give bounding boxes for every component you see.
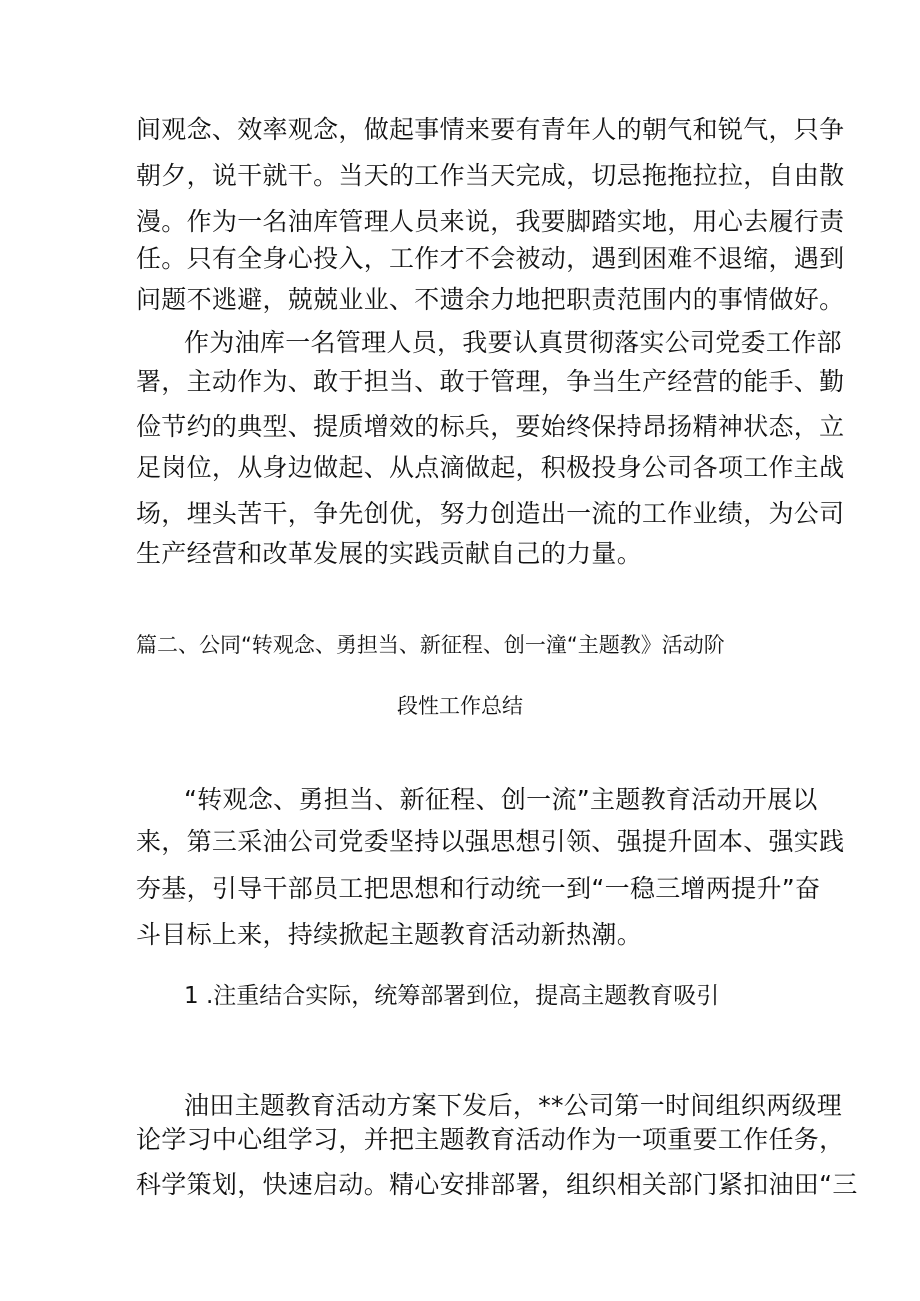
paragraph-line: 足岗位，从身边做起、从点滴做起，积极投身公司各项工作主战 [136, 453, 845, 482]
paragraph-line: 俭节约的典型、提质增效的标兵，要始终保持昂扬精神状态，立 [136, 412, 845, 441]
paragraph-line: 任。只有全身心投入，工作才不会被动，遇到困难不退缩，遇到 [136, 244, 845, 273]
paragraph-line: 油田主题教育活动方案下发后，**公司第一时间组织两级理 [184, 1091, 843, 1120]
paragraph-line: 场，埋头苦干，争先创优，努力创造出一流的工作业绩，为公司 [136, 499, 845, 528]
paragraph-line: 问题不逃避，兢兢业业、不遗余力地把职责范围内的事情做好。 [136, 285, 845, 314]
paragraph-line: 来，第三采油公司党委坚持以强思想引领、强提升固本、强实践 [136, 827, 845, 856]
paragraph-line: 斗目标上来，持续掀起主题教育活动新热潮。 [136, 920, 643, 949]
article-heading-line1: 篇二、公同“转观念、勇担当、新征程、创一潼“主题教》活动阶 [136, 633, 725, 657]
paragraph-line: 论学习中心组学习，并把主题教育活动作为一项重要工作任务， [136, 1125, 845, 1154]
paragraph-line: “转观念、勇担当、新征程、创一流”主题教育活动开展以 [184, 785, 818, 814]
section-title: 1 .注重结合实际，统筹部署到位，提高主题教育吸引 [184, 983, 720, 1009]
paragraph-line: 夯基，引导干部员工把思想和行动统一到“一稳三增两提升”奋 [136, 874, 821, 903]
paragraph-line: 漫。作为一名油库管理人员来说，我要脚踏实地，用心去履行责 [136, 207, 845, 236]
paragraph-line: 间观念、效率观念，做起事情来要有青年人的朝气和锐气，只争 [136, 115, 845, 144]
paragraph-line: 生产经营和改革发展的实践贡献自己的力量。 [136, 539, 643, 568]
paragraph-line: 署，主动作为、敢于担当、敢于管理，争当生产经营的能手、勤 [136, 367, 845, 396]
paragraph-line: 科学策划，快速启动。精心安排部署，组织相关部门紧扣油田“三 [136, 1170, 858, 1199]
paragraph-line: 朝夕，说干就干。当天的工作当天完成，切忌拖拖拉拉，自由散 [136, 161, 845, 190]
article-heading-line2: 段性工作总结 [397, 694, 523, 718]
paragraph-line: 作为油库一名管理人员，我要认真贯彻落实公司党委工作部 [184, 328, 842, 357]
